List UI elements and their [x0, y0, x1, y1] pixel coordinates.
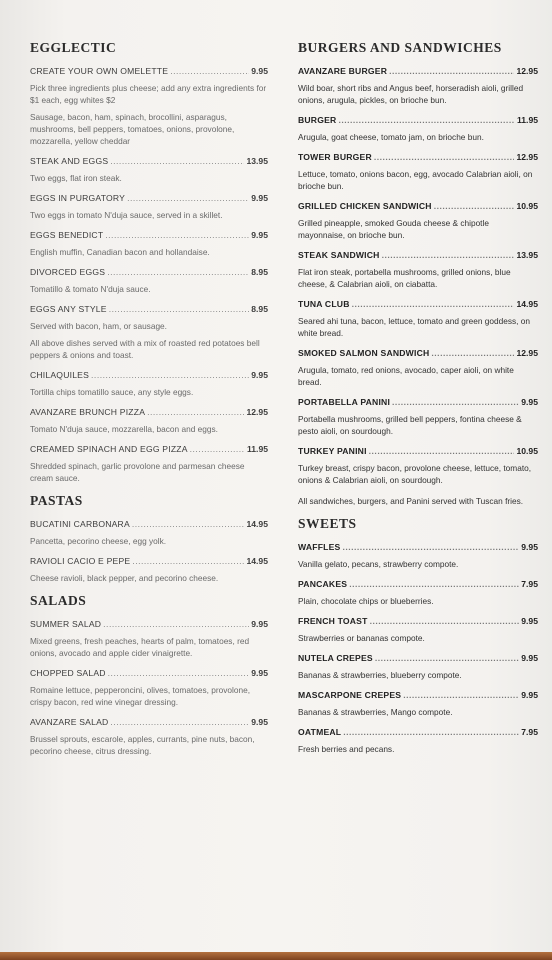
dot-leader: [389, 66, 514, 77]
section-title-salads: SALADS: [30, 593, 87, 608]
dot-leader: [103, 619, 249, 630]
menu-item-header: [298, 616, 538, 627]
menu-item-price: 9.95: [521, 690, 538, 700]
menu-item-description: Strawberries or bananas compote.: [298, 633, 425, 643]
salads-list: [30, 619, 268, 757]
menu-item-description: Lettuce, tomato, onions bacon, egg, avocado Calabrian aioli, on brioche bun.: [298, 169, 533, 191]
dot-leader: [110, 156, 244, 167]
menu-item-price: 12.95: [246, 407, 268, 417]
menu-item-header: [298, 690, 538, 701]
menu-item-name: CHOPPED SALAD: [30, 668, 106, 678]
section-title-burgers: BURGERS AND SANDWICHES: [298, 40, 502, 55]
menu-item: [298, 115, 538, 143]
menu-item: [30, 156, 268, 184]
dot-leader: [147, 407, 244, 418]
menu-item-header: [30, 156, 268, 167]
menu-item-name: RAVIOLI CACIO E PEPE: [30, 556, 131, 566]
menu-item-name: TUNA CLUB: [298, 299, 350, 309]
dot-leader: [375, 653, 519, 664]
menu-item-header: [298, 579, 538, 590]
section-title-pastas: PASTAS: [30, 493, 83, 508]
sweets-list: [298, 542, 538, 755]
dot-leader: [369, 446, 515, 457]
menu-item-description: Two eggs in tomato N'duja sauce, served in a skillet.: [30, 210, 223, 220]
dot-leader: [431, 348, 514, 359]
menu-item-description: Tomato N'duja sauce, mozzarella, bacon and eggs.: [30, 424, 218, 434]
menu-item-price: 14.95: [516, 299, 538, 309]
menu-item-price: 9.95: [251, 66, 268, 76]
menu-item: [30, 370, 268, 398]
menu-item-header: [298, 653, 538, 664]
menu-item: [30, 304, 268, 361]
menu-item-description: Mixed greens, fresh peaches, hearts of palm, tomatoes, red onions, avocado and apple cider vinaigrette.: [30, 636, 250, 658]
dot-leader: [170, 66, 249, 77]
menu-item: [30, 556, 268, 584]
menu-item: [30, 407, 268, 435]
menu-item-description: Tortilla chips tomatillo sauce, any style eggs.: [30, 387, 194, 397]
menu-item-price: 7.95: [521, 579, 538, 589]
menu-item-name: MASCARPONE CREPES: [298, 690, 402, 700]
menu-item-description: Cheese ravioli, black pepper, and pecorino cheese.: [30, 573, 219, 583]
menu-item-name: PORTABELLA PANINI: [298, 397, 391, 407]
menu-item: [298, 446, 538, 486]
left-column: [30, 40, 268, 766]
section-title-sweets: SWEETS: [298, 516, 357, 531]
menu-item: [298, 348, 538, 388]
menu-item-price: 9.95: [521, 653, 538, 663]
menu-item-name: SUMMER SALAD: [30, 619, 102, 629]
dot-leader: [370, 616, 520, 627]
dot-leader: [110, 717, 249, 728]
dot-leader: [109, 304, 250, 315]
menu-item-description: Turkey breast, crispy bacon, provolone cheese, lettuce, tomato, onions & Calabrian aioli, on sourdough.: [298, 463, 532, 485]
dot-leader: [392, 397, 519, 408]
menu-item-header: [298, 446, 538, 457]
dot-leader: [132, 519, 245, 530]
menu-item-price: 13.95: [246, 156, 268, 166]
menu-item-price: 11.95: [516, 115, 538, 125]
menu-item-description: Brussel sprouts, escarole, apples, currants, pine nuts, bacon, pecorino cheese, citrus dressing.: [30, 734, 255, 756]
menu-item-name: TOWER BURGER: [298, 152, 372, 162]
menu-item-description: Portabella mushrooms, grilled bell peppers, fontina cheese & pesto aioli, on sourdough.: [298, 414, 522, 436]
menu-item: [298, 397, 538, 437]
menu-item: [30, 444, 268, 484]
menu-item-description: Flat iron steak, portabella mushrooms, grilled onions, blue cheese, & Calabrian aioli, on ciabatta.: [298, 267, 511, 289]
menu-item-name: AVANZARE BURGER: [298, 66, 388, 76]
menu-item-header: [298, 201, 538, 212]
menu-item-name: NUTELA CREPES: [298, 653, 373, 663]
menu-item-description: Sausage, bacon, ham, spinach, brocollini, asparagus, mushrooms, bell peppers, tomatoes, onions, provolone, mozzarella, yellow cheddar: [30, 112, 235, 146]
menu-item-header: [30, 519, 268, 530]
menu-item-price: 9.95: [251, 717, 268, 727]
menu-item: [30, 619, 268, 659]
menu-item-name: AVANZARE BRUNCH PIZZA: [30, 407, 146, 417]
menu-item-name: EGGS BENEDICT: [30, 230, 104, 240]
menu-item-description: Bananas & strawberries, Mango compote.: [298, 707, 453, 717]
menu-item-description: Pancetta, pecorino cheese, egg yolk.: [30, 536, 167, 546]
menu-item-header: [30, 717, 268, 728]
menu-item-description: Served with bacon, ham, or sausage.: [30, 321, 167, 331]
eggs-list: [30, 66, 268, 484]
menu-item: [298, 66, 538, 106]
menu-item-header: [30, 193, 268, 204]
burgers-list: [298, 66, 538, 486]
menu-item-name: EGGS ANY STYLE: [30, 304, 107, 314]
menu-item: [298, 727, 538, 755]
menu-item-price: 14.95: [246, 556, 268, 566]
menu-item: [298, 152, 538, 192]
menu-item-header: [298, 542, 538, 553]
menu-item-price: 13.95: [516, 250, 538, 260]
menu-item-header: [298, 66, 538, 77]
menu-item-name: PANCAKES: [298, 579, 348, 589]
menu-item-price: 10.95: [516, 446, 538, 456]
bottom-border: [0, 952, 552, 960]
menu-item-name: AVANZARE SALAD: [30, 717, 109, 727]
menu-item-name: GRILLED CHICKEN SANDWICH: [298, 201, 432, 211]
menu-item-header: [298, 250, 538, 261]
dot-leader: [132, 556, 244, 567]
menu-item: [30, 66, 268, 147]
menu-item-description: Romaine lettuce, pepperoncini, olives, tomatoes, provolone, crispy bacon, red wine vinegar dressing.: [30, 685, 250, 707]
menu-item-name: EGGS IN PURGATORY: [30, 193, 126, 203]
dot-leader: [91, 370, 249, 381]
right-column: [298, 40, 538, 764]
menu-item-name: OATMEAL: [298, 727, 342, 737]
menu-item-header: [30, 304, 268, 315]
dot-leader: [352, 299, 515, 310]
menu-item-price: 10.95: [516, 201, 538, 211]
menu-item-price: 9.95: [251, 370, 268, 380]
menu-item-price: 9.95: [251, 193, 268, 203]
menu-item: [30, 717, 268, 757]
dot-leader: [105, 230, 249, 241]
menu-item-name: FRENCH TOAST: [298, 616, 368, 626]
menu-item-name: CREAMED SPINACH AND EGG PIZZA: [30, 444, 188, 454]
menu-item-description: Wild boar, short ribs and Angus beef, horseradish aioli, grilled onions, arugula, pickles, on brioche bun.: [298, 83, 524, 105]
menu-item-description: Tomatillo & tomato N'duja sauce.: [30, 284, 151, 294]
dot-leader: [434, 201, 515, 212]
menu-item: [30, 267, 268, 295]
menu-item-header: [30, 668, 268, 679]
dot-leader: [343, 727, 519, 738]
menu-item-price: 9.95: [251, 668, 268, 678]
menu-item-name: CREATE YOUR OWN OMELETTE: [30, 66, 169, 76]
menu-item-description: Plain, chocolate chips or blueberries.: [298, 596, 434, 606]
menu-item-header: [30, 444, 268, 455]
menu-item-name: SMOKED SALMON SANDWICH: [298, 348, 430, 358]
burgers-note: All sandwiches, burgers, and Panini served with Tuscan fries.: [298, 496, 524, 506]
menu-item-price: 8.95: [251, 267, 268, 277]
menu-item-header: [30, 407, 268, 418]
menu-item-description: Two eggs, flat iron steak.: [30, 173, 122, 183]
menu-item: [298, 616, 538, 644]
menu-item-header: [298, 348, 538, 359]
menu-item-name: STEAK AND EGGS: [30, 156, 109, 166]
menu-item-header: [30, 619, 268, 630]
menu-item: [298, 201, 538, 241]
menu-item-header: [30, 267, 268, 278]
menu-item-price: 14.95: [246, 519, 268, 529]
menu-item: [298, 690, 538, 718]
dot-leader: [342, 542, 519, 553]
menu-item-description: Grilled pineapple, smoked Gouda cheese & chipotle mayonnaise, on brioche bun.: [298, 218, 489, 240]
dot-leader: [127, 193, 249, 204]
menu-item-description: Fresh berries and pecans.: [298, 744, 395, 754]
dot-leader: [382, 250, 515, 261]
menu-item-description: All above dishes served with a mix of roasted red potatoes bell peppers & onions and toast.: [30, 338, 260, 360]
dot-leader: [108, 668, 250, 679]
menu-item: [30, 519, 268, 547]
dot-leader: [190, 444, 245, 455]
menu-item-description: Arugula, tomato, red onions, avocado, caper aioli, on white bread.: [298, 365, 514, 387]
menu-item-header: [30, 370, 268, 381]
menu-item-price: 12.95: [516, 348, 538, 358]
menu-item-description: Bananas & strawberries, blueberry compote.: [298, 670, 462, 680]
menu-item-price: 9.95: [521, 616, 538, 626]
pastas-list: [30, 519, 268, 584]
menu-item-header: [298, 115, 538, 126]
menu-item-price: 12.95: [516, 66, 538, 76]
menu-item: [298, 542, 538, 570]
menu-item-price: 12.95: [516, 152, 538, 162]
menu-item-price: 8.95: [251, 304, 268, 314]
menu-item: [298, 250, 538, 290]
menu-item-name: STEAK SANDWICH: [298, 250, 380, 260]
dot-leader: [107, 267, 249, 278]
menu-item-price: 9.95: [521, 542, 538, 552]
dot-leader: [349, 579, 519, 590]
menu-item-name: WAFFLES: [298, 542, 341, 552]
menu-item-price: 9.95: [521, 397, 538, 407]
menu-item: [30, 230, 268, 258]
menu-item-name: BURGER: [298, 115, 337, 125]
menu-item: [298, 299, 538, 339]
menu-item-price: 9.95: [251, 619, 268, 629]
dot-leader: [338, 115, 515, 126]
menu-item-header: [30, 66, 268, 77]
section-title-eggs: EGGLECTIC: [30, 40, 117, 55]
menu-item: [298, 653, 538, 681]
menu-item-header: [298, 152, 538, 163]
menu-item-price: 11.95: [246, 444, 268, 454]
menu-item-description: Shredded spinach, garlic provolone and parmesan cheese cream sauce.: [30, 461, 245, 483]
menu-item-header: [298, 727, 538, 738]
menu-item-name: TURKEY PANINI: [298, 446, 367, 456]
menu-item-description: English muffin, Canadian bacon and hollandaise.: [30, 247, 210, 257]
menu-item-header: [30, 230, 268, 241]
menu-item-name: DIVORCED EGGS: [30, 267, 106, 277]
dot-leader: [403, 690, 519, 701]
menu-item-description: Pick three ingredients plus cheese; add any extra ingredients for $1 each, egg whites $2: [30, 83, 267, 105]
menu-item-description: Arugula, goat cheese, tomato jam, on brioche bun.: [298, 132, 484, 142]
menu-item-header: [30, 556, 268, 567]
dot-leader: [374, 152, 515, 163]
menu-item: [298, 579, 538, 607]
menu-item-name: BUCATINI CARBONARA: [30, 519, 130, 529]
menu-item-header: [298, 397, 538, 408]
menu-item: [30, 668, 268, 708]
menu-item-description: Vanilla gelato, pecans, strawberry compote.: [298, 559, 459, 569]
menu-item-price: 9.95: [251, 230, 268, 240]
menu-item: [30, 193, 268, 221]
menu-item-name: CHILAQUILES: [30, 370, 90, 380]
menu-item-header: [298, 299, 538, 310]
menu-item-description: Seared ahi tuna, bacon, lettuce, tomato and green goddess, on white bread.: [298, 316, 531, 338]
menu-item-price: 7.95: [521, 727, 538, 737]
